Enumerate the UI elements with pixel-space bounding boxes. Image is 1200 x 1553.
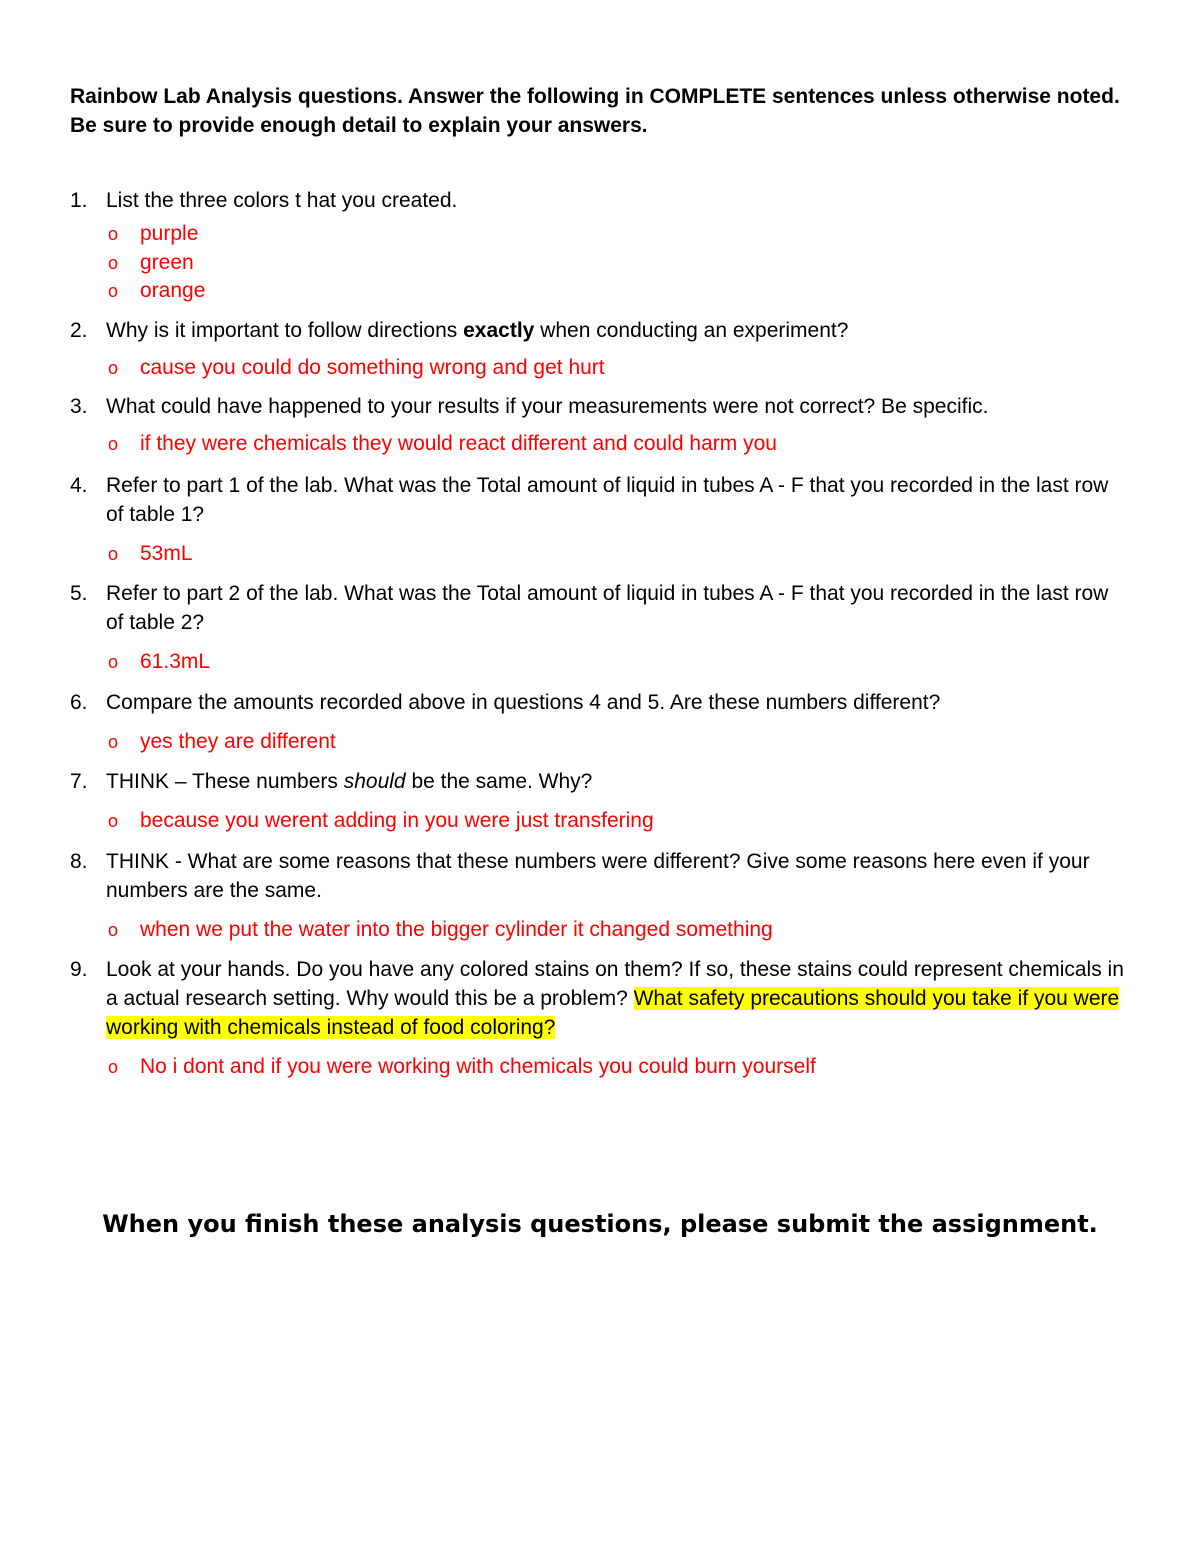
- answer-text: green: [140, 250, 194, 274]
- answer-item: [70, 277, 1130, 306]
- answer-text: because you werent adding in you were just transfering: [140, 809, 654, 832]
- answer-group-3: [70, 430, 1130, 459]
- answer-group-1: [70, 220, 1130, 306]
- question-6: [70, 688, 1130, 717]
- answer-item: [70, 540, 1130, 569]
- circle-bullet-icon: o: [108, 811, 119, 831]
- question-emphasis: should: [343, 770, 406, 793]
- circle-bullet-icon: o: [108, 652, 119, 672]
- question-text: Compare the amounts recorded above in questions 4 and 5. Are these numbers different?: [106, 690, 941, 714]
- highlighted-question-text: What safety precautions should you take if you were working with chemicals instead of food coloring?: [106, 987, 1120, 1039]
- answer-item: [70, 249, 1130, 278]
- question-number: 9.: [70, 958, 88, 981]
- question-7: [70, 767, 1130, 796]
- circle-bullet-icon: o: [108, 543, 119, 564]
- answer-list: [70, 916, 1130, 945]
- answer-text: 61.3mL: [140, 650, 211, 673]
- question-number: 4.: [70, 473, 88, 497]
- question-text: List the three colors t hat you created.: [106, 189, 458, 212]
- question-text-part: Why is it important to follow directions: [106, 318, 464, 342]
- answer-item: [70, 728, 1130, 757]
- circle-bullet-icon: o: [108, 731, 119, 752]
- answer-item: [70, 648, 1130, 677]
- answer-list: [70, 1053, 1130, 1082]
- answer-group-7: [70, 807, 1130, 836]
- answer-item: [70, 220, 1130, 249]
- answer-item: [70, 430, 1130, 459]
- answer-group-2: [70, 354, 1130, 383]
- question-8: [70, 847, 1130, 905]
- circle-bullet-icon: o: [108, 357, 119, 378]
- question-9: [70, 955, 1130, 1042]
- question-text: [106, 316, 1130, 345]
- answer-text: yes they are different: [140, 729, 336, 753]
- question-text: THINK - What are some reasons that these numbers were different? Give some reasons here even if your numbers are the same.: [106, 849, 1090, 902]
- answer-list: [70, 540, 1130, 569]
- question-text-part: when conducting an experiment?: [534, 318, 849, 342]
- question-text-part: THINK – These numbers: [106, 770, 344, 793]
- answer-text: purple: [140, 222, 199, 245]
- answer-text: if they were chemicals they would react different and could harm you: [140, 432, 777, 455]
- answer-list: [70, 354, 1130, 383]
- submit-instruction: When you finish these analysis questions, please submit the assignment.: [102, 1210, 1098, 1238]
- answer-item: [70, 354, 1130, 383]
- answer-item: [70, 916, 1130, 945]
- question-4: [70, 471, 1130, 529]
- question-text: Refer to part 2 of the lab. What was the Total amount of liquid in tubes A - F that you recorded in the last row of table 2?: [106, 582, 1109, 634]
- answer-group-5: [70, 648, 1130, 677]
- question-number: 7.: [70, 770, 88, 793]
- answer-list: [70, 648, 1130, 677]
- question-3: [70, 392, 1130, 421]
- answer-text: 53mL: [140, 541, 193, 565]
- question-number: 5.: [70, 582, 88, 605]
- circle-bullet-icon: o: [108, 281, 119, 301]
- document-heading: Rainbow Lab Analysis questions. Answer the following in COMPLETE sentences unless otherwise noted. Be sure to provide enough detail to explain your answers.: [70, 85, 1120, 137]
- answer-item: [70, 807, 1130, 836]
- question-text: [106, 767, 1130, 796]
- question-text: What could have happened to your results if your measurements were not correct? Be specific.: [106, 395, 989, 418]
- answer-text: when we put the water into the bigger cylinder it changed something: [140, 917, 773, 941]
- question-number: 6.: [70, 690, 88, 714]
- question-emphasis: exactly: [463, 318, 535, 342]
- question-1: [70, 186, 1130, 215]
- circle-bullet-icon: o: [108, 224, 119, 244]
- answer-list: [70, 220, 1130, 306]
- answer-group-4: [70, 540, 1130, 569]
- question-5: [70, 579, 1130, 637]
- answer-list: [70, 807, 1130, 836]
- question-list: [70, 186, 1130, 1082]
- circle-bullet-icon: o: [108, 1057, 119, 1077]
- question-text-part: Look at your hands. Do you have any colored stains on them? If so, these stains could represent chemicals in a actual research setting. Why would this be a problem?: [106, 958, 1124, 1010]
- answer-group-8: [70, 916, 1130, 945]
- answer-group-6: [70, 728, 1130, 757]
- question-text: Refer to part 1 of the lab. What was the Total amount of liquid in tubes A - F that you recorded in the last row of table 1?: [106, 473, 1109, 526]
- answer-item: [70, 1053, 1130, 1082]
- question-number: 1.: [70, 189, 88, 212]
- circle-bullet-icon: o: [108, 919, 119, 940]
- question-number: 2.: [70, 318, 88, 342]
- answer-group-9: [70, 1053, 1130, 1082]
- answer-text: No i dont and if you were working with chemicals you could burn yourself: [140, 1055, 816, 1078]
- circle-bullet-icon: o: [108, 252, 119, 273]
- answer-text: cause you could do something wrong and get hurt: [140, 355, 605, 379]
- answer-list: [70, 430, 1130, 459]
- answer-text: orange: [140, 279, 206, 302]
- question-number: 3.: [70, 395, 88, 418]
- question-number: 8.: [70, 849, 88, 873]
- question-text-part: be the same. Why?: [405, 770, 593, 793]
- question-text: [106, 955, 1130, 1042]
- answer-list: [70, 728, 1130, 757]
- question-2: [70, 316, 1130, 345]
- circle-bullet-icon: o: [108, 434, 119, 454]
